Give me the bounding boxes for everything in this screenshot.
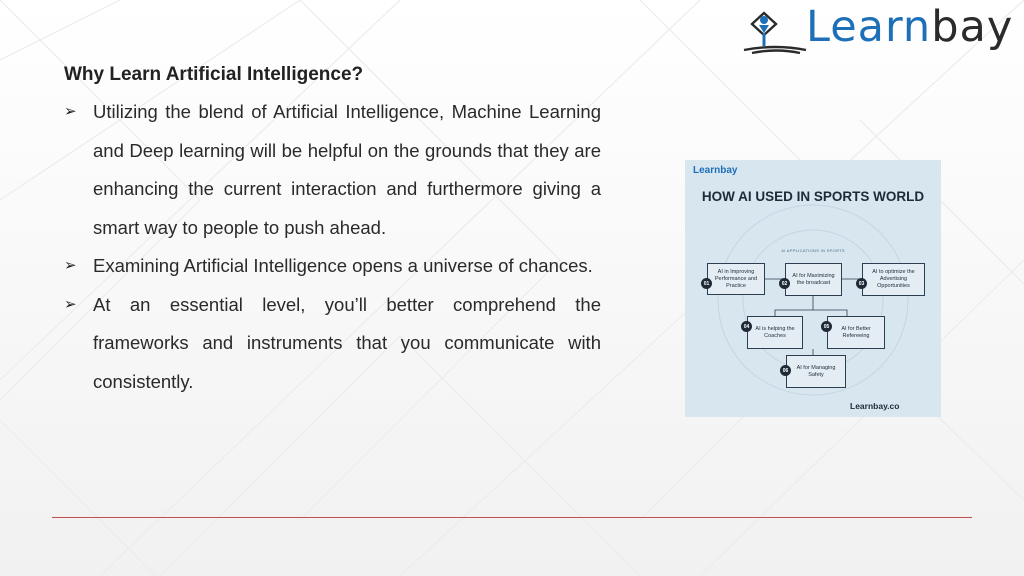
infographic-subtitle: AI APPLICATIONS IN SPORTS: [781, 248, 845, 253]
bullet-item: [64, 93, 601, 247]
infographic-item: AI is helping the Coaches: [747, 316, 803, 349]
infographic-item-number: 03: [856, 278, 867, 289]
footer-divider: [52, 517, 972, 518]
infographic-item: AI for Managing Safety: [786, 355, 846, 388]
learnbay-logo: [742, 4, 1017, 58]
arrow-bullet-icon: ➢: [64, 257, 77, 274]
infographic-item-number: 04: [741, 321, 752, 332]
arrow-bullet-icon: ➢: [64, 295, 77, 313]
infographic-title: HOW AI USED IN SPORTS WORLD: [701, 189, 925, 204]
bullet-item: [64, 247, 601, 286]
infographic-item: AI to optimize the Advertising Opportunities: [862, 263, 925, 296]
bullet-item: [64, 286, 601, 402]
logo-wordmark-bay: bay: [931, 2, 1014, 52]
bullet-text: Utilizing the blend of Artificial Intelligence, Machine Learning and Deep learning will be helpful on the grounds that they are enhancing the current interaction and furthermore giving a smart way to people to push ahead.: [93, 101, 601, 238]
infographic-item-number: 05: [821, 321, 832, 332]
infographic-item: AI in Improving Performance and Practice: [707, 263, 765, 295]
page-heading: Why Learn Artificial Intelligence?: [64, 64, 364, 85]
logo-wordmark: [806, 0, 1013, 54]
bullet-text: At an essential level, you’ll better comprehend the frameworks and instruments that you communicate with consistently.: [93, 293, 601, 392]
bullet-text: Examining Artificial Intelligence opens a universe of chances.: [93, 255, 593, 276]
infographic-item-number: 06: [780, 365, 791, 376]
logo-wordmark-learn: Learn: [806, 2, 932, 52]
infographic-item: AI for Better Refereeing: [827, 316, 885, 349]
infographic-footer: Learnbay.co: [850, 401, 900, 411]
main-content: [64, 60, 601, 401]
infographic-logo: Learnbay: [693, 165, 738, 176]
ai-sports-infographic: [685, 160, 941, 417]
infographic-item-number: 01: [701, 278, 712, 289]
infographic-item-number: 02: [779, 278, 790, 289]
infographic-item: AI for Maximizing the broadcast: [785, 263, 842, 296]
learnbay-logo-mark-icon: [742, 6, 808, 56]
arrow-bullet-icon: ➢: [64, 103, 77, 120]
